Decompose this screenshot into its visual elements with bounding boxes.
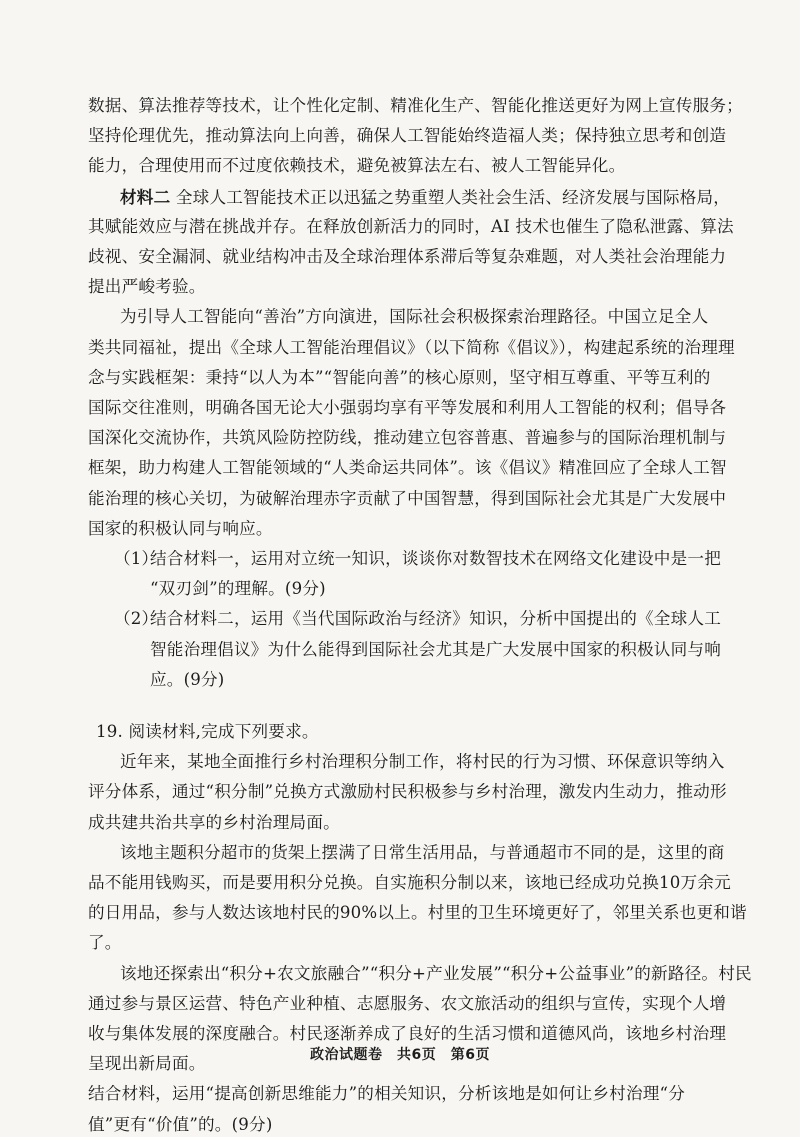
page-footer: 政治试题卷 共6页 第6页 [310,1047,490,1063]
question-2-number: （2） [114,609,159,629]
material2-label: 材料二 [120,186,171,207]
material2-p2-line: 为引导人工智能向“善治”方向演进，国际社会积极探索治理路径。中国立足全人 [120,307,709,327]
question-1-line: “双刃剑”的理解。(9分) [150,579,326,599]
q19-task-line: 结合材料，运用“提高创新思维能力”的相关知识，分析该地是如何让乡村治理“分 [88,1084,686,1104]
intro-line: 坚持伦理优先，推动算法向上向善，确保人工智能始终造福人类；保持独立思考和创造 [88,126,727,146]
question-2-line: 结合材料二，运用《当代国际政治与经济》知识，分析中国提出的《全球人工 [150,609,721,629]
q19-p2-line: 品不能用钱购买，而是要用积分兑换。自实施积分制以来，该地已经成功兑换10万余元 [88,873,731,892]
q19-p1-line: 评分体系，通过“积分制”兑换方式激励村民积极参与乡村治理，激发内生动力，推动形 [88,782,727,802]
material2-p2-line: 国家的积极认同与响应。 [88,518,273,538]
q19-p1-line: 近年来，某地全面推行乡村治理积分制工作，将村民的行为习惯、环保意识等纳入 [120,752,725,772]
material2-p2-line: 类共同福祉，提出《全球人工智能治理倡议》（以下简称《倡议》），构建起系统的治理理 [88,337,735,357]
material2-p2-line: 国深化交流协作，共筑风险防控防线，推动建立包容普惠、普遍参与的国际治理机制与 [88,428,727,448]
question-2-line: 智能治理倡议》为什么能得到国际社会尤其是广大发展中国家的积极认同与响 [150,639,721,659]
q19-p3-line: 通过参与景区运营、特色产业种植、志愿服务、农文旅活动的组织与宣传，实现个人增 [88,993,727,1013]
question-2-line: 应。(9分) [150,669,225,689]
material2-p2-line: 念与实践框架：秉持“以人为本”“智能向善”的核心原则，坚守相互尊重、平等互利的 [88,367,711,387]
material2-line: 提出严峻考验。 [88,277,206,297]
question-19-heading: 19. 阅读材料,完成下列要求。 [96,722,319,741]
q19-task-line: 值”更有“价值”的。(9分) [88,1114,273,1134]
material2-p2-line: 能治理的核心关切，为破解治理赤字贡献了中国智慧，得到国际社会尤其是广大发展中 [88,488,727,508]
intro-line: 数据、算法推荐等技术，让个性化定制、精准化生产、智能化推送更好为网上宣传服务； [88,96,743,115]
q19-p3-line: 该地还探索出“积分+农文旅融合”“积分+产业发展”“积分+公益事业”的新路径。村民 [120,963,752,983]
material2-first-text: 全球人工智能技术正以迅猛之势重塑人类社会生活、经济发展与国际格局， [175,187,731,207]
q19-p3-line: 收与集体发展的深度融合。村民逐渐养成了良好的生活习惯和道德风尚，该地乡村治理 [88,1024,727,1043]
material2-first-line [120,185,730,210]
intro-line: 能力，合理使用而不过度依赖技术，避免被算法左右、被人工智能异化。 [88,156,626,176]
q19-p3-line: 呈现出新局面。 [88,1054,206,1074]
question-1-line: 结合材料一，运用对立统一知识，谈谈你对数智技术在网络文化建设中是一把 [150,549,721,568]
q19-p2-line: 的日用品，参与人数达该地村民的90%以上。村里的卫生环境更好了，邻里关系也更和谐 [88,903,747,923]
material2-p2-line: 框架，助力构建人工智能领域的“人类命运共同体”。该《倡议》精准回应了全球人工智 [88,458,727,478]
material2-line: 歧视、安全漏洞、就业结构冲击及全球治理体系滞后等复杂难题，对人类社会治理能力 [88,247,727,266]
q19-p1-line: 成共建共治共享的乡村治理局面。 [88,812,340,832]
q19-p2-line: 该地主题积分超市的货架上摆满了日常生活用品，与普通超市不同的是，这里的商 [120,842,725,862]
q19-p2-line: 了。 [88,933,122,953]
material2-line: 其赋能效应与潜在挑战并存。在释放创新活力的同时，AI 技术也催生了隐私泄露、算法 [88,216,734,236]
material2-p2-line: 国际交往准则，明确各国无论大小强弱均享有平等发展和利用人工智能的权利；倡导各 [88,398,727,417]
question-1-number: （1） [114,549,159,568]
